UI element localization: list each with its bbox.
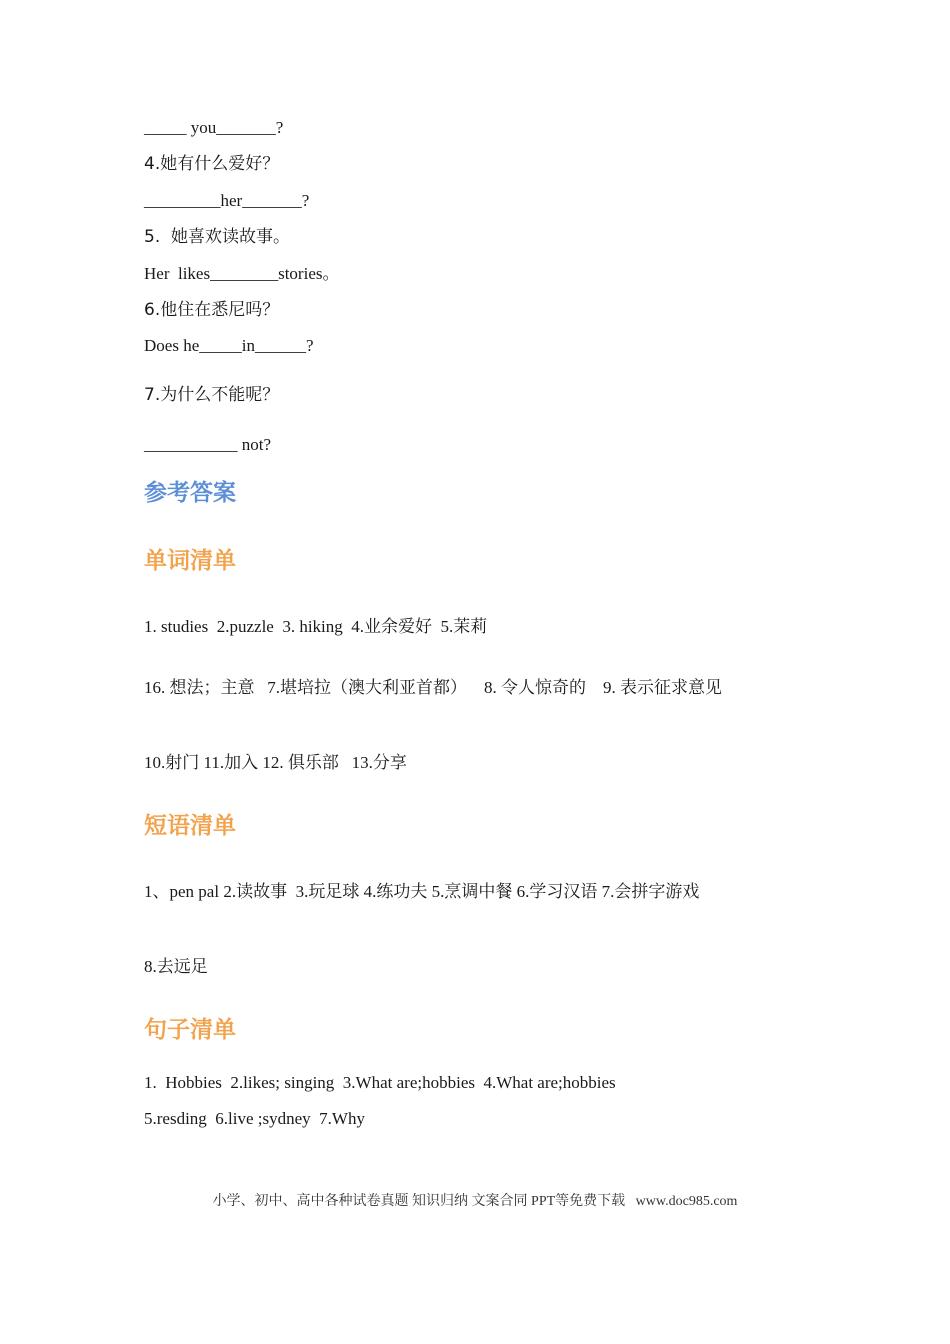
phrases-line-2: 8.去远足 [144, 957, 208, 976]
phrases-line-1: 1、pen pal 2.读故事 3.玩足球 4.练功夫 5.烹调中餐 6.学习汉语 7.会拼字游戏 [144, 882, 700, 901]
question-4-prompt: 4.她有什么爱好？ [144, 154, 280, 174]
question-5-prompt: 5. 她喜欢读故事。 [144, 227, 291, 247]
sentences-line-1: 1. Hobbies 2.likes; singing 3.What are;hobbies 4.What are;hobbies [144, 1073, 616, 1092]
vocab-line-2: 16. 想法；主意 7.堪培拉（澳大利亚首都） 8. 令人惊奇的 9. 表示征求意见 [144, 678, 722, 697]
sentences-heading: 句子清单 [144, 1017, 236, 1043]
question-6-answer: Does he_____in______? [144, 336, 314, 355]
vocab-line-1: 1. studies 2.puzzle 3. hiking 4.业余爱好 5.茉莉 [144, 617, 488, 636]
vocab-line-3: 10.射门 11.加入 12. 俱乐部 13.分享 [144, 753, 407, 772]
question-7-prompt: 7.为什么不能呢？ [144, 385, 280, 405]
sentences-line-2: 5.resding 6.live ;sydney 7.Why [144, 1109, 365, 1128]
question-4-answer: _________her_______? [144, 191, 310, 210]
vocab-heading: 单词清单 [144, 548, 236, 574]
line-3-answer: _____ you_______? [144, 118, 284, 137]
footer-text: 小学、初中、高中各种试卷真题 知识归纳 文案合同 PPT等免费下载 www.doc985.com [212, 1194, 738, 1209]
question-5-answer: Her likes________stories。 [144, 264, 340, 283]
question-7-answer: ___________ not? [144, 435, 272, 454]
answer-key-heading: 参考答案 [144, 480, 236, 506]
question-6-prompt: 6.他住在悉尼吗？ [144, 300, 280, 320]
phrases-heading: 短语清单 [144, 813, 236, 839]
